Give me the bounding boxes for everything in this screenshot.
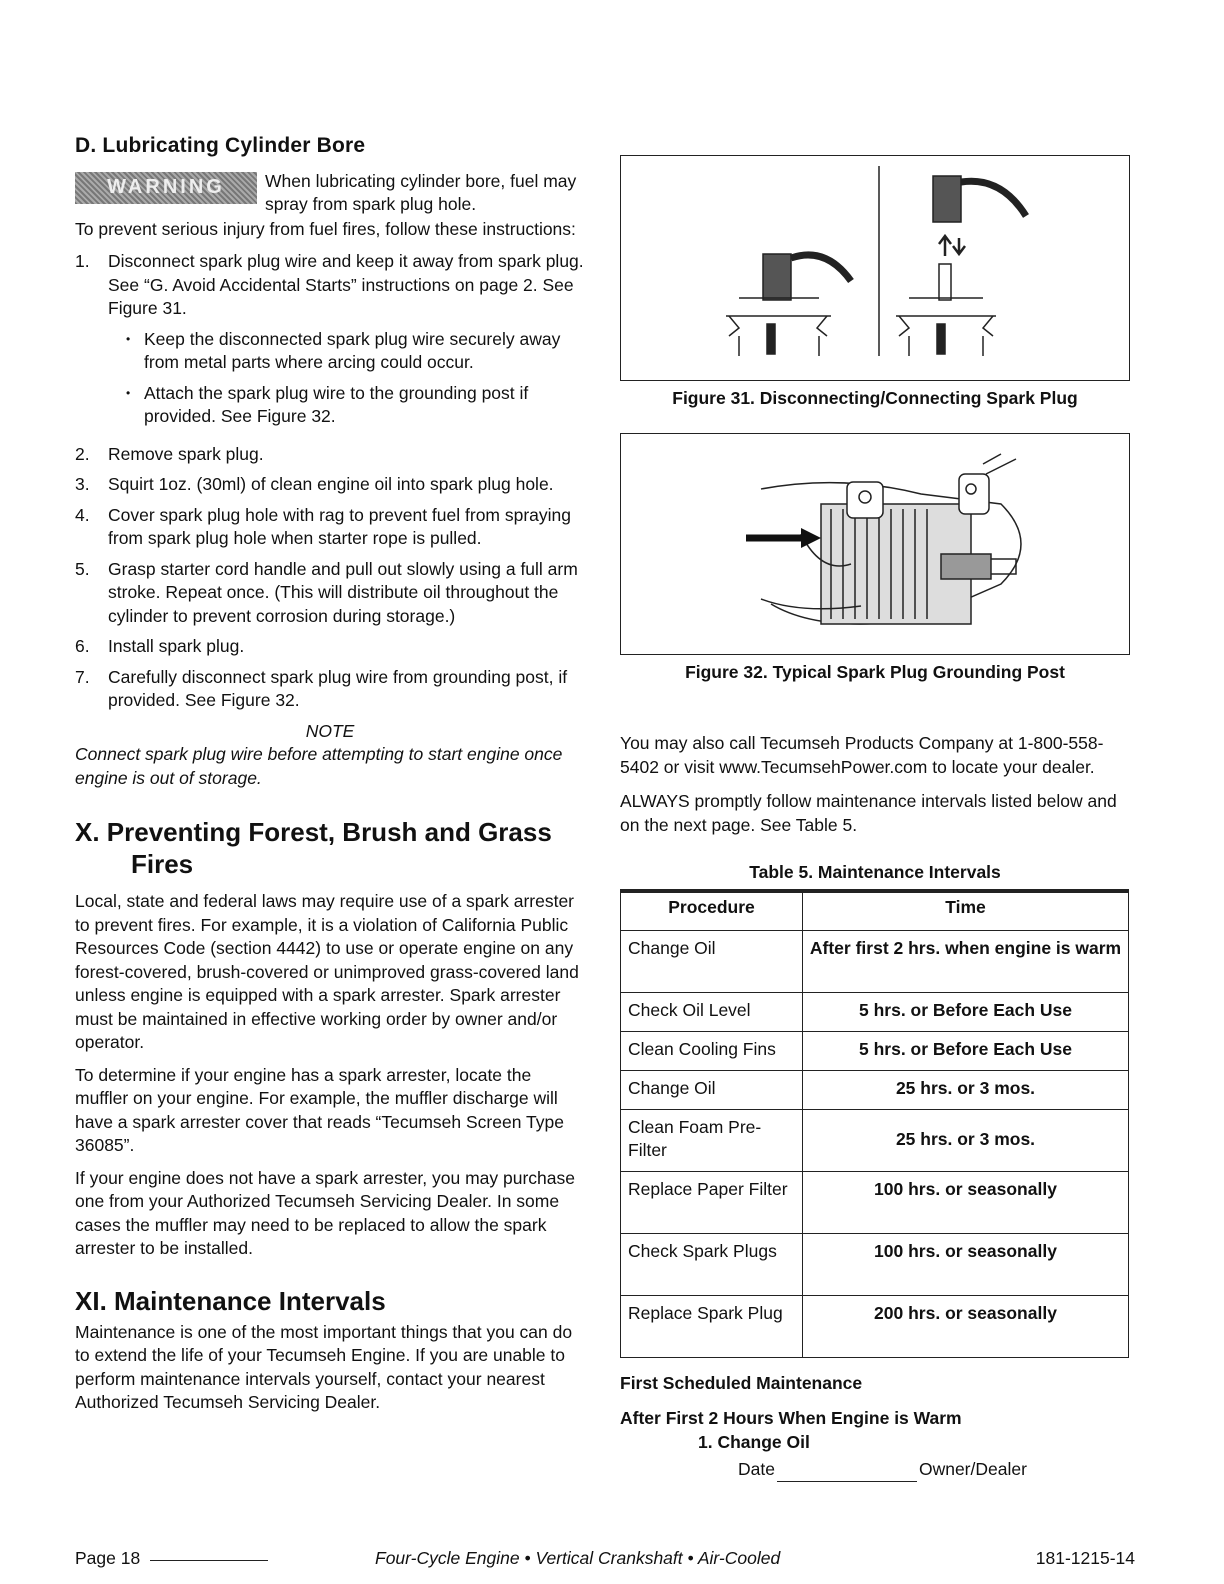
change-oil-item: 1. Change Oil bbox=[698, 1431, 810, 1452]
list-item: 7. Carefully disconnect spark plug wire from grounding post, if provided. See Figure 32. bbox=[75, 666, 568, 710]
always-text: ALWAYS promptly follow maintenance intervals listed below and on the next page. See Table 5. bbox=[620, 791, 1117, 835]
date-label: Date bbox=[738, 1459, 775, 1479]
table-title: Table 5. Maintenance Intervals bbox=[749, 862, 1001, 882]
table-row: Clean Cooling Fins 5 hrs. or Before Each Use bbox=[621, 1031, 1129, 1070]
table-header-row bbox=[621, 891, 1129, 931]
table-row: Change Oil 25 hrs. or 3 mos. bbox=[621, 1070, 1129, 1109]
right-column bbox=[620, 155, 1130, 1482]
column-header-procedure: Procedure bbox=[621, 891, 803, 931]
section-x-paragraph: Local, state and federal laws may require use of a spark arrester to prevent fires. For example, it is a violation of California Public Resources Code (section 4442) to use or operate engine on any forest-covered, brush-covered or unimproved grass-covered land unless engine is equipped with a spark arrester. Spark arrester must be maintained in effective working order by owner and/or operator. bbox=[75, 891, 579, 1052]
table-row: Change Oil After first 2 hrs. when engine is warm bbox=[621, 930, 1129, 992]
list-item: 4. Cover spark plug hole with rag to prevent fuel from spraying from spark plug hole when starter rope is pulled. bbox=[75, 504, 572, 548]
owner-label: Owner/Dealer bbox=[918, 1459, 1027, 1479]
footer-rule bbox=[150, 1560, 268, 1561]
note-text: Connect spark plug wire before attempting to start engine once engine is out of storage. bbox=[75, 744, 563, 788]
list-item: 5. Grasp starter cord handle and pull out slowly using a full arm stroke. Repeat once. (This will distribute oil throughout the cylinder to prevent corrosion during storage.) bbox=[75, 558, 578, 626]
after-first-heading: After First 2 Hours When Engine is Warm bbox=[620, 1408, 962, 1428]
steps-list bbox=[75, 250, 585, 713]
table-row: Replace Spark Plug 200 hrs. or seasonally bbox=[621, 1295, 1129, 1357]
date-blank[interactable] bbox=[777, 1463, 917, 1482]
maintenance-table bbox=[620, 889, 1129, 1358]
list-item: 2. Remove spark plug. bbox=[75, 443, 264, 464]
list-item: 1. Disconnect spark plug wire and keep it away from spark plug. See “G. Avoid Accidental Starts” instructions on page 2. See Figure 31. • Keep the disconnected spark plug wire securely away from metal parts where arcing could occur. • Attach the spark plug wire to the grounding post if provided. See Figure 32. bbox=[75, 250, 585, 436]
bullet-item: • Attach the spark plug wire to the grounding post if provided. See Figure 32. bbox=[126, 382, 529, 426]
table-row: Clean Foam Pre-Filter 25 hrs. or 3 mos. bbox=[621, 1109, 1129, 1171]
section-x-title: X. Preventing Forest, Brush and Grass Fires bbox=[75, 817, 552, 879]
warning-block bbox=[75, 170, 585, 218]
figure-32-caption: Figure 32. Typical Spark Plug Grounding Post bbox=[685, 661, 1065, 682]
table-row: Replace Paper Filter 100 hrs. or seasonally bbox=[621, 1171, 1129, 1233]
table-row: Check Spark Plugs 100 hrs. or seasonally bbox=[621, 1233, 1129, 1295]
grounding-post-illustration bbox=[621, 434, 1129, 654]
left-column bbox=[75, 130, 585, 1424]
section-x-paragraph: If your engine does not have a spark arrester, you may purchase one from your Authorized Tecumseh Servicing Dealer. In some cases the muffler may need to be replaced to allow the spark arrester to be installed. bbox=[75, 1167, 576, 1258]
intro-text: To prevent serious injury from fuel fires, follow these instructions: bbox=[75, 218, 576, 239]
section-xi-paragraph: Maintenance is one of the most important things that you can do to extend the life of your Tecumseh Engine. If you are unable to perform maintenance intervals yourself, contact your nearest Authorized Tecumseh Servicing Dealer. bbox=[75, 1321, 573, 1412]
call-text: You may also call Tecumseh Products Company at 1-800-558-5402 or visit www.TecumsehPower.com to locate your dealer. bbox=[620, 733, 1104, 777]
note-heading: NOTE bbox=[305, 720, 355, 741]
section-xi-title: XI. Maintenance Intervals bbox=[75, 1285, 386, 1316]
footer-title: Four-Cycle Engine • Vertical Crankshaft • Air-Cooled bbox=[375, 1548, 781, 1568]
table-row: Check Oil Level 5 hrs. or Before Each Use bbox=[621, 992, 1129, 1031]
section-d-title: D. Lubricating Cylinder Bore bbox=[75, 134, 366, 157]
first-scheduled-heading: First Scheduled Maintenance bbox=[620, 1372, 863, 1393]
page-number: Page 18 bbox=[75, 1548, 141, 1568]
section-x-paragraph: To determine if your engine has a spark arrester, locate the muffler on your engine. For example, the muffler discharge will have a spark arrester cover that reads “Tecumseh Screen Type 36085”. bbox=[75, 1064, 564, 1155]
figure-31-caption: Figure 31. Disconnecting/Connecting Spark Plug bbox=[672, 388, 1078, 408]
figure-31 bbox=[620, 155, 1130, 381]
warning-badge: WARNING bbox=[75, 172, 257, 204]
spark-plug-illustration bbox=[621, 156, 1129, 380]
bullet-item: • Keep the disconnected spark plug wire securely away from metal parts where arcing could occur. bbox=[126, 328, 561, 372]
document-code: 181-1215-14 bbox=[1035, 1548, 1135, 1568]
bullet-list bbox=[108, 328, 585, 429]
list-item: 3. Squirt 1oz. (30ml) of clean engine oil into spark plug hole. bbox=[75, 474, 554, 494]
warning-text: When lubricating cylinder bore, fuel may spray from spark plug hole. bbox=[265, 170, 577, 214]
column-header-time: Time bbox=[803, 891, 1129, 931]
list-item: 6. Install spark plug. bbox=[75, 636, 245, 656]
figure-32 bbox=[620, 433, 1130, 655]
signoff-line bbox=[620, 1458, 1130, 1482]
